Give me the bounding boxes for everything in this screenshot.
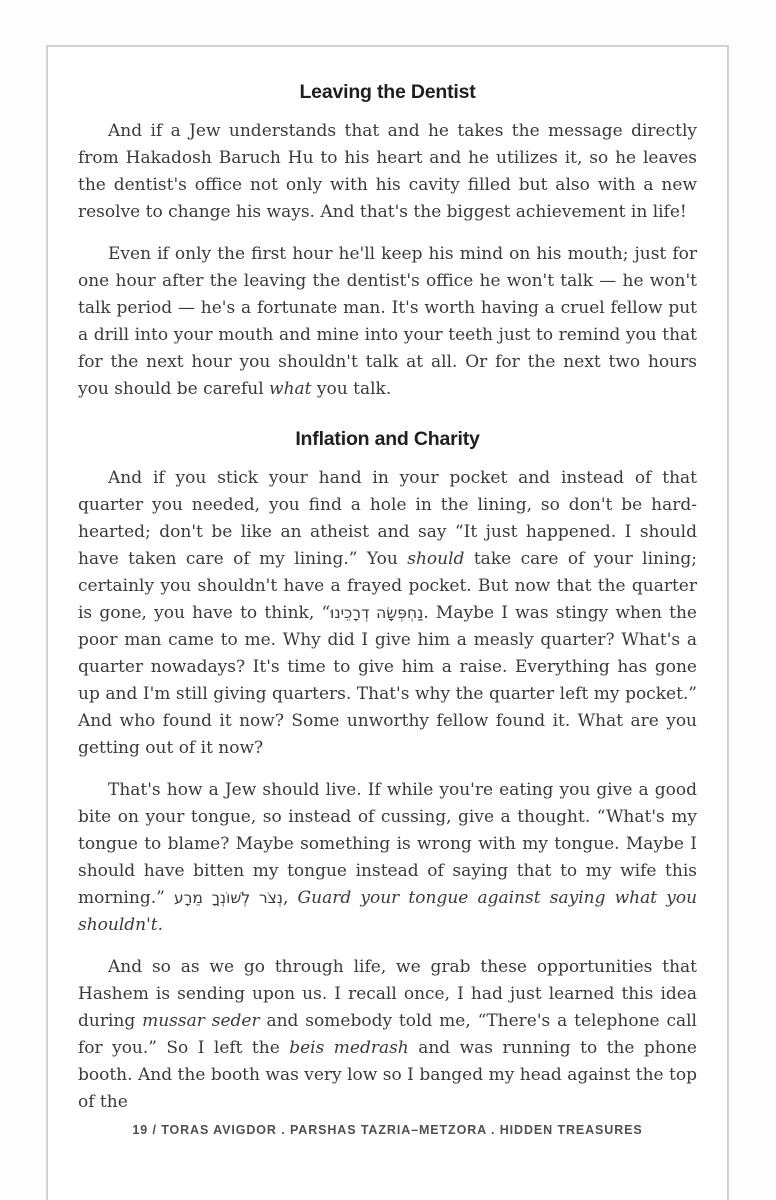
paragraph-2-text: Even if only the first hour he'll keep his mind on his mouth; just for one hour after the leaving the dentist's office he won't talk — he won't talk period — he's a fortunate man. It's worth having a cruel fellow put a drill into your mouth and mine into your teeth just to remind you that for the next hour you shouldn't talk at all. Or for the next two hours you should be careful <box>78 244 697 399</box>
section-heading-inflation-and-charity: Inflation and Charity <box>295 428 480 450</box>
paragraph-5-text: And so as we go through life, we grab these opportunities that Hashem is sending upon us. I recall once, I had just learned this idea during <box>78 957 697 1031</box>
hebrew-phrase-netzor-leshoncha-mera: נְצֹר לְשׁוֹנְךָ מֵרָע <box>173 889 283 907</box>
paragraph-3-text-end: . Maybe I was stingy when the poor man came to me. Why did I give him a measly quarter? What's a quarter nowadays? It's time to give him a raise. Everything has gone up and I'm still giving quarters. That's why the quarter left my pocket.” And who found it now? Some unworthy fellow found it. What are you getting out of it now? <box>78 603 697 758</box>
paragraph-5-text-end: and was running to the phone booth. And the booth was very low so I banged my head against the top of the <box>78 1038 697 1112</box>
paragraph-2 <box>78 241 697 403</box>
paragraph-2-italic: what <box>269 379 312 399</box>
paragraph-1-text: And if a Jew understands that and he takes the message directly from Hakadosh Baruch Hu to his heart and he utilizes it, so he leaves the dentist's office not only with his cavity filled but also with a new resolve to change his ways. And that's the biggest achievement in life! <box>78 121 697 222</box>
paragraph-3-italic: should <box>407 549 465 569</box>
paragraph-5-italic-beis-medrash: beis medrash <box>289 1038 409 1058</box>
paragraph-4-italic-translation: Guard your tongue against saying what you shouldn't. <box>78 888 698 935</box>
paragraph-4-comma: , <box>282 888 298 908</box>
paragraph-3 <box>78 465 697 762</box>
paragraph-5-text-mid: and somebody told me, “There's a telephone call for you.” So I left the <box>78 1011 697 1058</box>
document-page <box>46 45 729 1200</box>
hebrew-phrase-nachpesa-derakheinu: נַחְפְּשָׂה דְרָכֵינוּ <box>330 604 424 622</box>
page-footer <box>48 1123 727 1137</box>
paragraph-1 <box>78 118 697 226</box>
paragraph-2-text-end: you talk. <box>311 379 392 399</box>
paragraph-4-text: That's how a Jew should live. If while you're eating you give a good bite on your tongue, so instead of cussing, give a thought. “What's my tongue to blame? Maybe something is wrong with my tongue. Maybe I should have bitten my tongue instead of saying that to my wife this morning.” <box>78 780 697 908</box>
page-footer-text: 19 / TORAS AVIGDOR . PARSHAS TAZRIA–METZORA . HIDDEN TREASURES <box>132 1123 643 1137</box>
paragraph-3-text: And if you stick your hand in your pocket and instead of that quarter you needed, you find a hole in the lining, so don't be hard-hearted; don't be like an atheist and say “It just happened. I should have taken care of my lining.” You <box>78 468 697 569</box>
section-heading-leaving-the-dentist: Leaving the Dentist <box>299 81 476 103</box>
paragraph-3-text-mid: take care of your lining; certainly you shouldn't have a frayed pocket. But now that the quarter is gone, you have to think, “ <box>78 549 697 623</box>
paragraph-4 <box>78 777 697 939</box>
paragraph-5 <box>78 954 697 1116</box>
paragraph-5-italic-mussar-seder: mussar seder <box>142 1011 260 1031</box>
